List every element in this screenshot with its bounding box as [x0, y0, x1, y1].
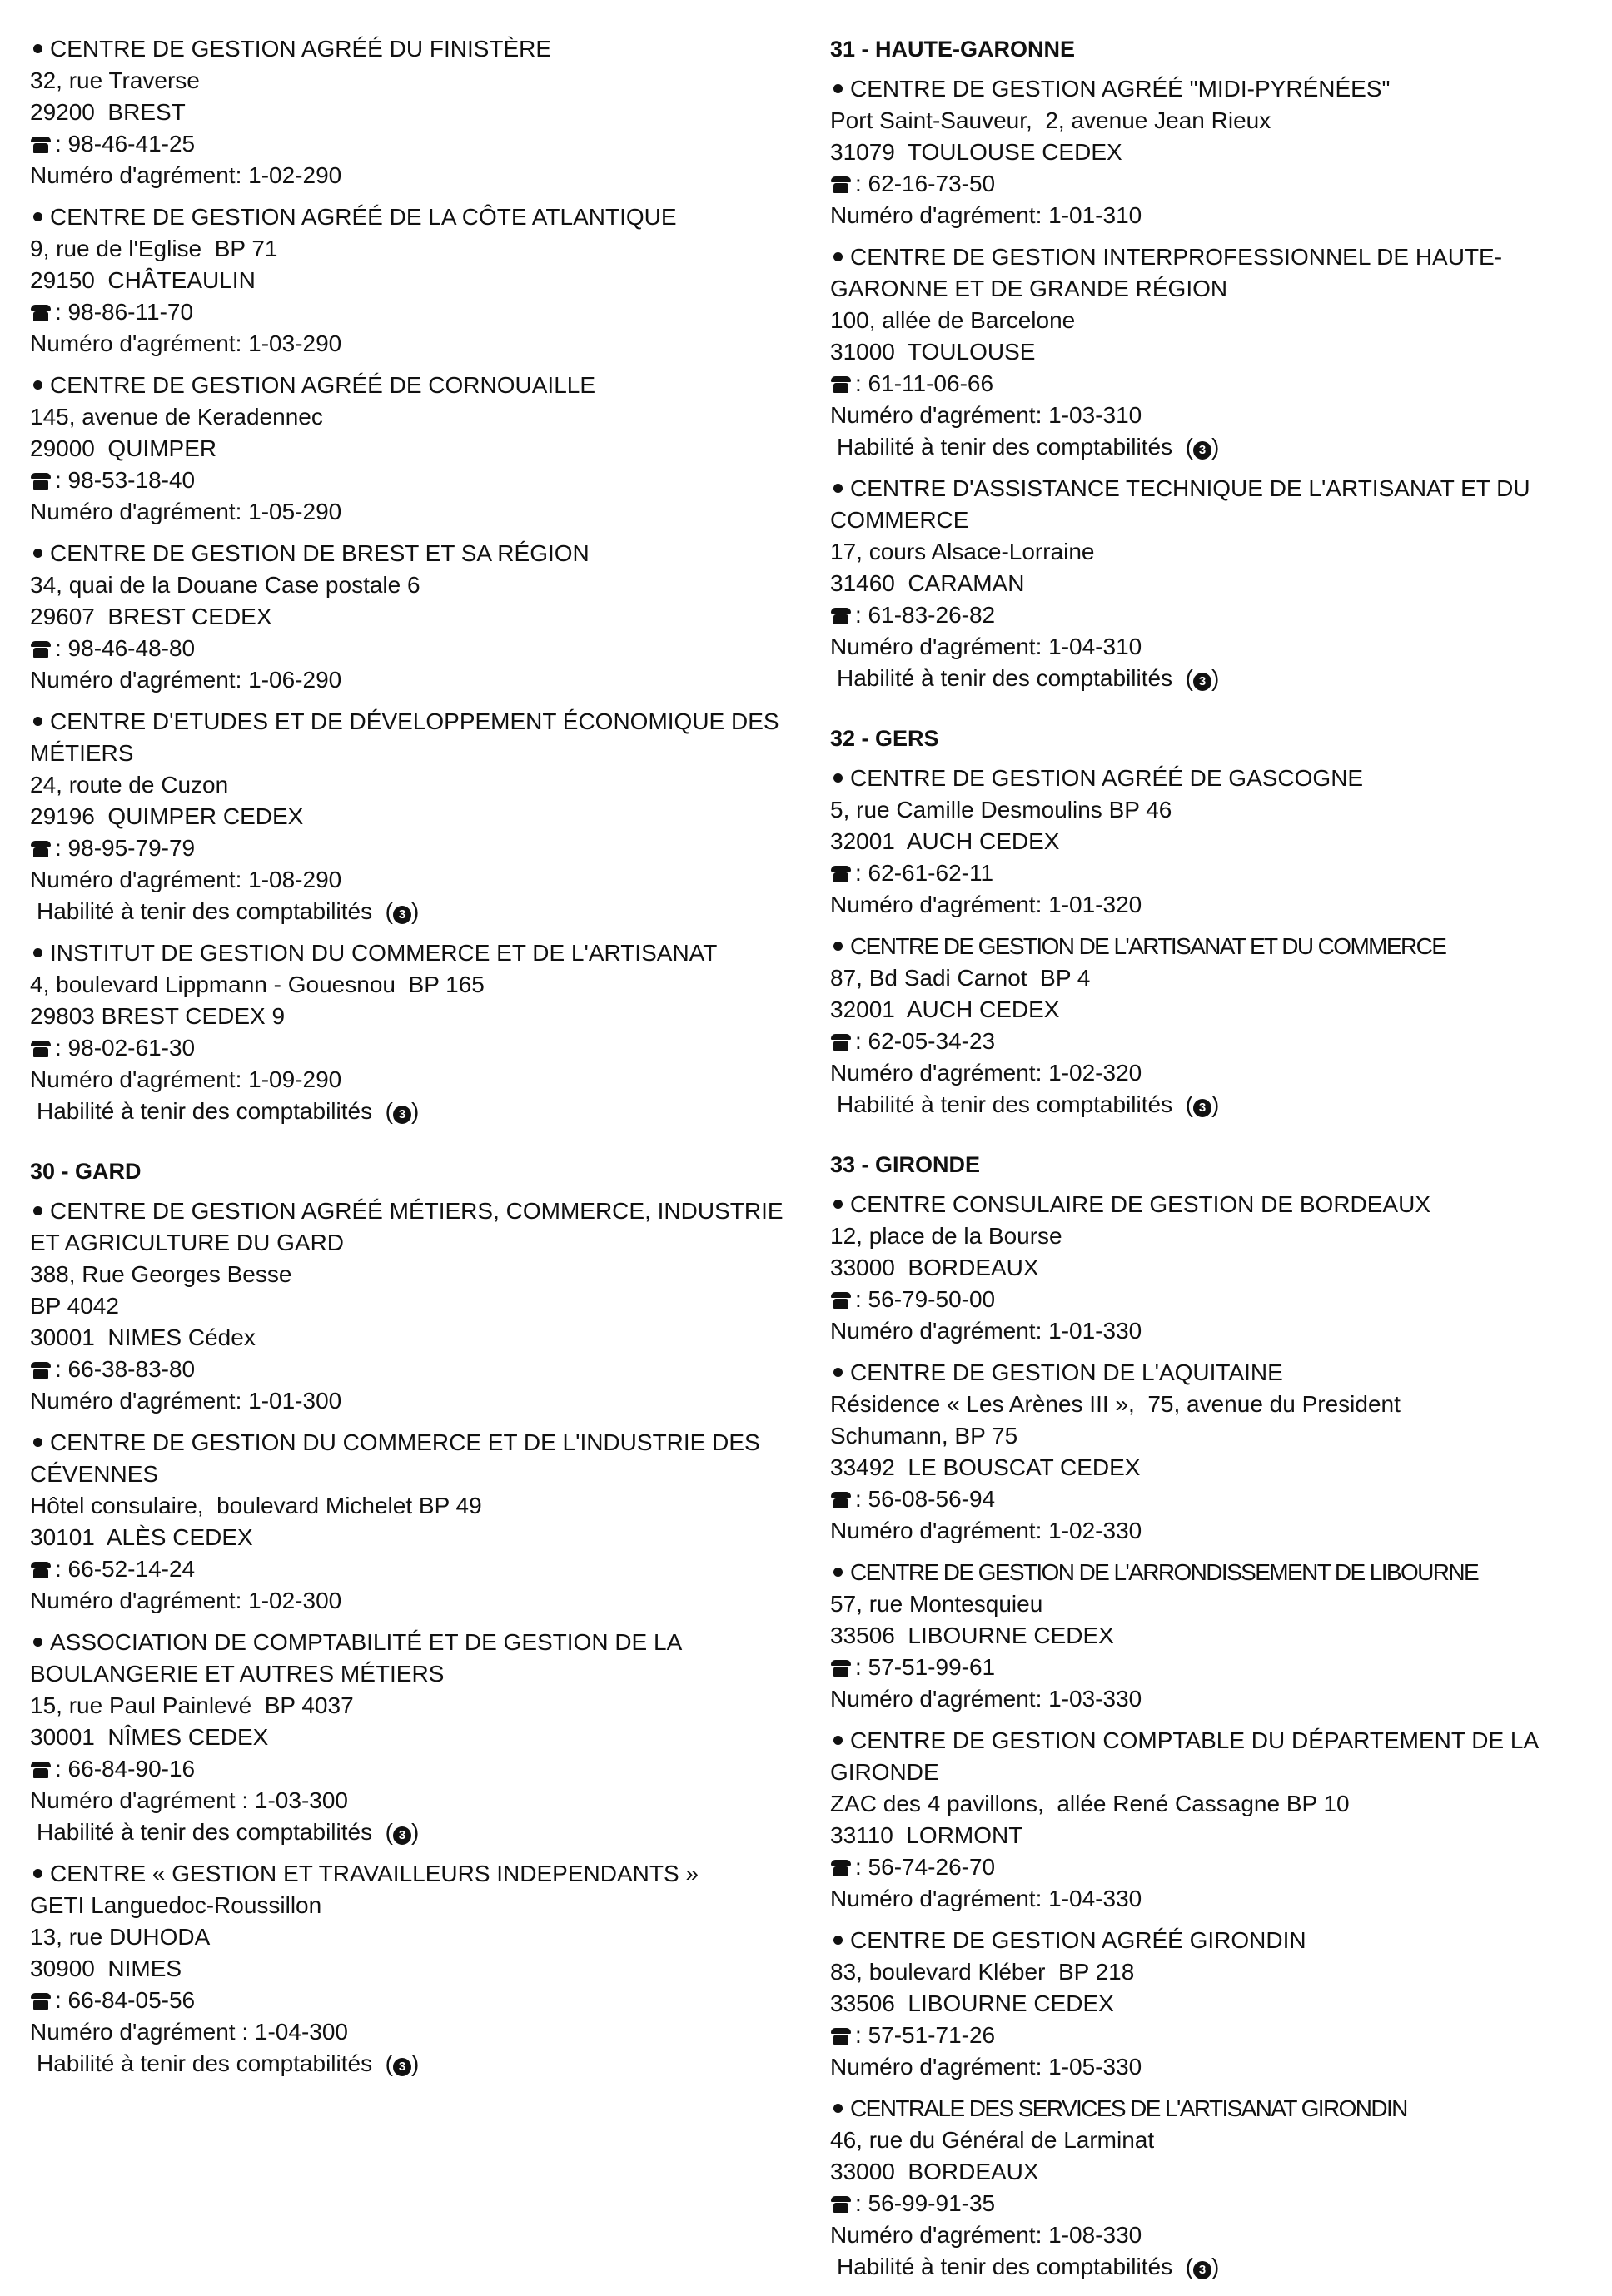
entry-name-text: CENTRE DE GESTION DE L'ARRONDISSEMENT DE LIBOURNE [850, 1559, 1479, 1585]
address-line: 12, place de la Bourse [830, 1223, 1062, 1249]
entry-name [30, 370, 813, 401]
phone-line [830, 1652, 1596, 1683]
phone-icon [30, 1562, 52, 1578]
directory-entry [830, 763, 1596, 921]
habilite-text: Habilité à tenir des comptabilités [37, 1819, 373, 1845]
phone-number: : 56-74-26-70 [855, 1854, 996, 1880]
bullet-icon [833, 942, 843, 951]
address-line: Résidence « Les Arènes III », 75, avenue du President [830, 1391, 1401, 1417]
entry-name [30, 33, 813, 65]
entry-name-text: INSTITUT DE GESTION DU COMMERCE ET DE L'ARTISANAT [50, 940, 718, 966]
address-line: BP 4042 [30, 1293, 119, 1319]
entry-name [830, 73, 1596, 105]
entry-name [30, 201, 813, 233]
phone-number: : 66-38-83-80 [55, 1356, 196, 1382]
phone-icon [30, 841, 52, 857]
habilite-note: Habilité à tenir des comptabilités ( 3 ) [37, 1819, 420, 1845]
habilite-text: Habilité à tenir des comptabilités [37, 1098, 373, 1124]
entry-name-text: CENTRE DE GESTION DE L'AQUITAINE [850, 1359, 1283, 1385]
directory-entry [30, 706, 813, 927]
phone-icon [30, 1362, 52, 1379]
address-line: 83, boulevard Kléber BP 218 [830, 1959, 1135, 1985]
bullet-icon [833, 484, 843, 493]
bullet-icon [33, 1206, 42, 1215]
address-line: 4, boulevard Lippmann - Gouesnou BP 165 [30, 972, 485, 997]
phone-line [30, 832, 813, 864]
address-line: 33506 LIBOURNE CEDEX [830, 1990, 1114, 2016]
bullet-icon [833, 773, 843, 783]
phone-number: : 98-46-41-25 [55, 131, 196, 157]
phone-number: : 66-84-90-16 [55, 1756, 196, 1782]
address-line: 29803 BREST CEDEX 9 [30, 1003, 286, 1029]
habilite-note: Habilité à tenir des comptabilités ( 3 ) [37, 1098, 420, 1124]
address-line: 33000 BORDEAUX [830, 2159, 1039, 2184]
phone-number: : 66-84-05-56 [55, 1987, 196, 2013]
directory-entry [30, 937, 813, 1127]
phone-number: : 98-95-79-79 [55, 835, 196, 861]
address-line: ZAC des 4 pavillons, allée René Cassagne BP 10 [830, 1791, 1350, 1816]
circled-three-icon: 3 [1193, 1099, 1211, 1117]
phone-number: : 56-99-91-35 [855, 2190, 996, 2216]
address-line: 33506 LIBOURNE CEDEX [830, 1623, 1114, 1648]
bullet-icon [33, 1638, 42, 1647]
habilite-note: Habilité à tenir des comptabilités ( 3 ) [37, 2050, 420, 2076]
circled-three-icon: 3 [393, 906, 411, 924]
address-line: 29200 BREST [30, 99, 186, 125]
entry-name [830, 1189, 1596, 1220]
bullet-icon [33, 44, 42, 53]
directory-entry [830, 1357, 1596, 1547]
entry-name-text: CENTRE DE GESTION DE BREST ET SA RÉGION [50, 540, 590, 566]
phone-line [830, 857, 1596, 889]
agrement-number: Numéro d'agrément: 1-01-310 [830, 202, 1142, 228]
phone-number: : 66-52-14-24 [55, 1556, 196, 1582]
address-line: 17, cours Alsace-Lorraine [830, 539, 1095, 564]
agrement-number: Numéro d'agrément: 1-04-330 [830, 1886, 1142, 1911]
address-line: 34, quai de la Douane Case postale 6 [30, 572, 420, 598]
circled-three-icon: 3 [1193, 673, 1211, 691]
address-line: 32, rue Traverse [30, 67, 200, 93]
entry-name [30, 937, 813, 969]
bullet-icon [33, 212, 42, 221]
phone-line [830, 2188, 1596, 2219]
address-line: 57, rue Montesquieu [830, 1591, 1043, 1617]
entry-name-text: CENTRE DE GESTION AGRÉÉ DE CORNOUAILLE [50, 372, 596, 398]
address-line: 87, Bd Sadi Carnot BP 4 [830, 965, 1091, 991]
circled-three-icon: 3 [1193, 441, 1211, 460]
habilite-note: Habilité à tenir des comptabilités ( 3 ) [37, 898, 420, 924]
agrement-number: Numéro d'agrément: 1-01-300 [30, 1388, 342, 1414]
directory-entry [30, 370, 813, 528]
agrement-number: Numéro d'agrément: 1-03-310 [830, 402, 1142, 428]
entry-name-text: CENTRE DE GESTION COMPTABLE DU DÉPARTEMENT DE LA GIRONDE [830, 1727, 1538, 1785]
entry-name-text: CENTRE DE GESTION AGRÉÉ DE LA CÔTE ATLANTIQUE [50, 204, 677, 230]
address-line: 29150 CHÂTEAULIN [30, 267, 256, 293]
agrement-number: Numéro d'agrément: 1-03-290 [30, 330, 342, 356]
habilite-note: Habilité à tenir des comptabilités ( 3 ) [837, 1091, 1220, 1117]
directory-entry [830, 241, 1596, 463]
bullet-icon [833, 84, 843, 93]
phone-icon [830, 176, 852, 193]
phone-icon [30, 641, 52, 658]
agrement-number: Numéro d'agrément: 1-02-290 [30, 162, 342, 188]
habilite-text: Habilité à tenir des comptabilités [837, 434, 1173, 460]
entry-name [30, 1195, 813, 1259]
phone-line [830, 1284, 1596, 1315]
agrement-number: Numéro d'agrément: 1-08-330 [830, 2222, 1142, 2248]
agrement-number: Numéro d'agrément: 1-02-330 [830, 1518, 1142, 1543]
entry-name [830, 1725, 1596, 1788]
directory-entry [830, 931, 1596, 1121]
phone-icon [830, 608, 852, 624]
bullet-icon [833, 1368, 843, 1377]
phone-number: : 62-61-62-11 [855, 860, 994, 886]
entry-name [830, 241, 1596, 305]
phone-line [30, 1985, 813, 2016]
bullet-icon [833, 1736, 843, 1745]
address-line: 9, rue de l'Eglise BP 71 [30, 236, 278, 261]
phone-icon [30, 137, 52, 153]
address-line: 31000 TOULOUSE [830, 339, 1036, 365]
phone-number: : 98-02-61-30 [55, 1035, 196, 1061]
address-line: 15, rue Paul Painlevé BP 4037 [30, 1692, 354, 1718]
phone-icon [30, 473, 52, 490]
right-column [830, 33, 1596, 2293]
phone-number: : 57-51-99-61 [855, 1654, 996, 1680]
phone-line [830, 1483, 1596, 1515]
directory-entry [830, 2093, 1596, 2283]
bullet-icon [833, 1200, 843, 1209]
agrement-number: Numéro d'agrément : 1-03-300 [30, 1787, 348, 1813]
entry-name [30, 1858, 813, 1890]
phone-icon [30, 1041, 52, 1057]
phone-line [30, 128, 813, 160]
directory-entry [30, 1627, 813, 1848]
directory-entry [830, 1925, 1596, 2083]
phone-number: : 61-83-26-82 [855, 602, 996, 628]
phone-icon [830, 2196, 852, 2213]
address-line: 29000 QUIMPER [30, 435, 217, 461]
entry-name-text: CENTRE D'ASSISTANCE TECHNIQUE DE L'ARTISANAT ET DU COMMERCE [830, 475, 1530, 533]
entry-name [830, 2093, 1596, 2125]
department-heading: 33 - GIRONDE [830, 1152, 981, 1177]
bullet-icon [33, 549, 42, 558]
address-line: Schumann, BP 75 [830, 1423, 1018, 1449]
entry-name-text: CENTRE DE GESTION AGRÉÉ GIRONDIN [850, 1927, 1306, 1953]
phone-icon [830, 1860, 852, 1876]
agrement-number: Numéro d'agrément: 1-08-290 [30, 867, 342, 892]
habilite-note: Habilité à tenir des comptabilités ( 3 ) [837, 665, 1220, 691]
department-heading: 32 - GERS [830, 726, 939, 751]
phone-line [30, 296, 813, 328]
phone-line [30, 1354, 813, 1385]
address-line: 29607 BREST CEDEX [30, 604, 272, 629]
directory-entry [30, 33, 813, 191]
bullet-icon [833, 1936, 843, 1945]
agrement-number: Numéro d'agrément: 1-02-300 [30, 1588, 342, 1613]
phone-number: : 98-53-18-40 [55, 467, 196, 493]
address-line: 145, avenue de Keradennec [30, 404, 323, 430]
address-line: 30900 NIMES [30, 1956, 182, 1981]
phone-icon [830, 866, 852, 882]
entry-name [30, 1627, 813, 1690]
habilite-text: Habilité à tenir des comptabilités [37, 2050, 373, 2076]
bullet-icon [33, 1438, 42, 1447]
phone-icon [830, 376, 852, 393]
phone-number: : 57-51-71-26 [855, 2022, 996, 2048]
address-line: 100, allée de Barcelone [830, 307, 1076, 333]
bullet-icon [833, 2104, 843, 2113]
address-line: 24, route de Cuzon [30, 772, 229, 798]
agrement-number: Numéro d'agrément: 1-03-330 [830, 1686, 1142, 1712]
phone-number: : 98-46-48-80 [55, 635, 196, 661]
directory-entry [830, 1557, 1596, 1715]
phone-line [830, 168, 1596, 200]
address-line: 32001 AUCH CEDEX [830, 996, 1060, 1022]
address-line: 29196 QUIMPER CEDEX [30, 803, 304, 829]
phone-line [830, 368, 1596, 400]
agrement-number: Numéro d'agrément : 1-04-300 [30, 2019, 348, 2045]
entry-name-text: CENTRE CONSULAIRE DE GESTION DE BORDEAUX [850, 1191, 1431, 1217]
address-line: 46, rue du Général de Larminat [830, 2127, 1155, 2153]
address-line: Hôtel consulaire, boulevard Michelet BP 49 [30, 1493, 482, 1518]
phone-number: : 56-79-50-00 [855, 1286, 996, 1312]
directory-entry [30, 201, 813, 360]
entry-name [30, 538, 813, 569]
phone-number: : 98-86-11-70 [55, 299, 194, 325]
phone-line [30, 465, 813, 496]
address-line: 33110 LORMONT [830, 1822, 1023, 1848]
address-line: 31079 TOULOUSE CEDEX [830, 139, 1122, 165]
phone-line [30, 1032, 813, 1064]
address-line: 13, rue DUHODA [30, 1924, 211, 1950]
phone-line [830, 599, 1596, 631]
address-line: 30001 NIMES Cédex [30, 1324, 256, 1350]
phone-icon [830, 1034, 852, 1051]
address-line: 30001 NÎMES CEDEX [30, 1724, 269, 1750]
entry-name-text: CENTRE DE GESTION AGRÉÉ "MIDI-PYRÉNÉES" [850, 76, 1391, 102]
agrement-number: Numéro d'agrément: 1-01-330 [830, 1318, 1142, 1344]
address-line: 30101 ALÈS CEDEX [30, 1524, 253, 1550]
address-line: 33000 BORDEAUX [830, 1255, 1039, 1280]
phone-icon [830, 1660, 852, 1677]
habilite-text: Habilité à tenir des comptabilités [37, 898, 373, 924]
agrement-number: Numéro d'agrément: 1-09-290 [30, 1066, 342, 1092]
directory-entry [30, 1427, 813, 1617]
entry-name [830, 473, 1596, 536]
entry-name-text: ASSOCIATION DE COMPTABILITÉ ET DE GESTION DE LA BOULANGERIE ET AUTRES MÉTIERS [30, 1629, 681, 1687]
phone-line [30, 1553, 813, 1585]
address-line: 5, rue Camille Desmoulins BP 46 [830, 797, 1172, 822]
agrement-number: Numéro d'agrément: 1-05-290 [30, 499, 342, 524]
bullet-icon [833, 1568, 843, 1577]
entry-name-text: CENTRE DE GESTION AGRÉÉ DU FINISTÈRE [50, 36, 552, 62]
habilite-text: Habilité à tenir des comptabilités [837, 665, 1173, 691]
phone-number: : 61-11-06-66 [855, 370, 994, 396]
directory-entry [830, 73, 1596, 231]
entry-name [830, 931, 1596, 962]
bullet-icon [33, 948, 42, 957]
directory-entry [830, 1189, 1596, 1347]
department-heading: 31 - HAUTE-GARONNE [830, 37, 1076, 62]
phone-line [830, 1851, 1596, 1883]
directory-entry [30, 1195, 813, 1417]
phone-number: : 56-08-56-94 [855, 1486, 996, 1512]
left-column [30, 33, 813, 2090]
entry-name [830, 1357, 1596, 1389]
agrement-number: Numéro d'agrément: 1-06-290 [30, 667, 342, 693]
phone-number: : 62-05-34-23 [855, 1028, 996, 1054]
phone-icon [830, 1492, 852, 1508]
phone-line [830, 2020, 1596, 2051]
entry-name-text: CENTRE « GESTION ET TRAVAILLEURS INDEPENDANTS » [50, 1861, 699, 1886]
entry-name-text: CENTRE DE GESTION DE L'ARTISANAT ET DU COMMERCE [850, 933, 1446, 959]
habilite-note: Habilité à tenir des comptabilités ( 3 ) [837, 2254, 1220, 2279]
circled-three-icon: 3 [393, 1106, 411, 1124]
entry-name [830, 1925, 1596, 1956]
directory-entry [830, 1725, 1596, 1915]
habilite-note: Habilité à tenir des comptabilités ( 3 ) [837, 434, 1220, 460]
habilite-text: Habilité à tenir des comptabilités [837, 1091, 1173, 1117]
entry-name-text: CENTRE DE GESTION AGRÉÉ DE GASCOGNE [850, 765, 1364, 791]
phone-number: : 62-16-73-50 [855, 171, 996, 196]
phone-icon [830, 1292, 852, 1309]
address-line: 31460 CARAMAN [830, 570, 1025, 596]
habilite-text: Habilité à tenir des comptabilités [837, 2254, 1173, 2279]
address-line: GETI Languedoc-Roussillon [30, 1892, 322, 1918]
phone-icon [30, 1993, 52, 2010]
phone-icon [30, 1762, 52, 1778]
circled-three-icon: 3 [393, 2058, 411, 2076]
entry-name [830, 1557, 1596, 1588]
department-heading: 30 - GARD [30, 1159, 142, 1184]
address-line: 32001 AUCH CEDEX [830, 828, 1060, 854]
circled-three-icon: 3 [393, 1826, 411, 1845]
phone-line [30, 633, 813, 664]
directory-entry [30, 1858, 813, 2080]
entry-name [830, 763, 1596, 794]
entry-name [30, 706, 813, 769]
agrement-number: Numéro d'agrément: 1-04-310 [830, 634, 1142, 659]
bullet-icon [33, 717, 42, 726]
entry-name [30, 1427, 813, 1490]
phone-icon [30, 305, 52, 321]
agrement-number: Numéro d'agrément: 1-05-330 [830, 2054, 1142, 2080]
agrement-number: Numéro d'agrément: 1-02-320 [830, 1060, 1142, 1086]
address-line: Port Saint-Sauveur, 2, avenue Jean Rieux [830, 107, 1271, 133]
entry-name-text: CENTRE DE GESTION INTERPROFESSIONNEL DE HAUTE-GARONNE ET DE GRANDE RÉGION [830, 244, 1503, 301]
phone-icon [830, 2028, 852, 2045]
phone-line [830, 1026, 1596, 1057]
entry-name-text: CENTRE D'ETUDES ET DE DÉVELOPPEMENT ÉCONOMIQUE DES MÉTIERS [30, 708, 779, 766]
entry-name-text: CENTRALE DES SERVICES DE L'ARTISANAT GIRONDIN [850, 2095, 1407, 2121]
directory-entry [30, 538, 813, 696]
circled-three-icon: 3 [1193, 2261, 1211, 2279]
address-line: 388, Rue Georges Besse [30, 1261, 292, 1287]
directory-entry [830, 473, 1596, 694]
entry-name-text: CENTRE DE GESTION AGRÉÉ MÉTIERS, COMMERCE, INDUSTRIE ET AGRICULTURE DU GARD [30, 1198, 784, 1255]
entry-name-text: CENTRE DE GESTION DU COMMERCE ET DE L'INDUSTRIE DES CÉVENNES [30, 1429, 760, 1487]
address-line: 33492 LE BOUSCAT CEDEX [830, 1454, 1141, 1480]
phone-line [30, 1753, 813, 1785]
bullet-icon [33, 380, 42, 390]
bullet-icon [833, 252, 843, 261]
agrement-number: Numéro d'agrément: 1-01-320 [830, 892, 1142, 917]
bullet-icon [33, 1869, 42, 1878]
